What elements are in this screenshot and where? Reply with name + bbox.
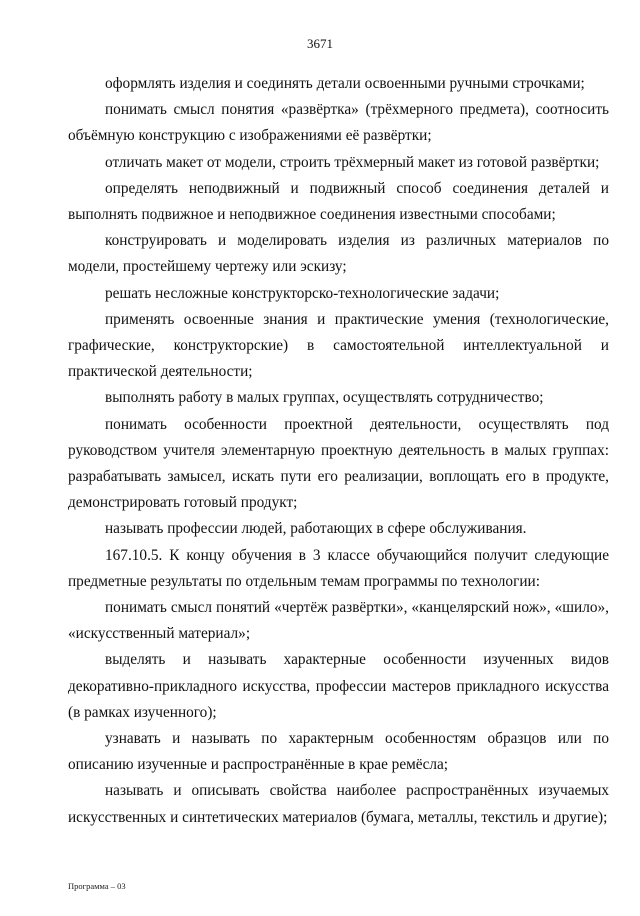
paragraph: понимать смысл понятий «чертёж развёртки», «канцелярский нож», «шило», «искусственный материал»; — [68, 599, 609, 643]
body-text — [68, 71, 609, 831]
paragraph: конструировать и моделировать изделия из различных материалов по модели, простейшему чертежу или эскизу; — [68, 232, 609, 276]
paragraph: выделять и называть характерные особенности изученных видов декоративно-прикладного искусства, профессии мастеров прикладного искусства (в рамках изученного); — [68, 651, 609, 721]
paragraph: называть и описывать свойства наиболее распространённых изучаемых искусственных и синтетических материалов (бумага, металлы, текстиль и другие); — [68, 782, 609, 826]
paragraph: понимать смысл понятия «развёртка» (трёхмерного предмета), соотносить объёмную конструкцию с изображениями её развёртки; — [68, 101, 609, 145]
paragraph: применять освоенные знания и практические умения (технологические, графические, конструкторские) в самостоятельной интеллектуальной и практической деятельности; — [68, 310, 609, 381]
paragraph: называть профессии людей, работающих в сфере обслуживания. — [105, 520, 527, 538]
paragraph: отличать макет от модели, строить трёхмерный макет из готовой развёртки; — [105, 153, 600, 171]
page-number: 3671 — [307, 36, 333, 51]
paragraph: оформлять изделия и соединять детали освоенными ручными строчками; — [105, 75, 585, 92]
paragraph: решать несложные конструкторско-технологические задачи; — [105, 284, 500, 302]
paragraph: понимать особенности проектной деятельности, осуществлять под руководством учителя элементарную проектную деятельность в малых группах: разрабатывать замысел, искать пути его реализации, воплощать его в продукте, демонстрировать готовый продукт; — [68, 415, 609, 512]
paragraph: определять неподвижный и подвижный способ соединения деталей и выполнять подвижное и неподвижное соединения известными способами; — [68, 179, 609, 224]
section-paragraph: 167.10.5. К концу обучения в 3 классе обучающийся получит следующие предметные результаты по отдельным темам программы по технологии: — [68, 546, 609, 590]
paragraph: узнавать и называть по характерным особенностям образцов или по описанию изученные и распространённые в крае ремёсла; — [68, 730, 609, 774]
footer-label: Программа – 03 — [68, 881, 126, 891]
paragraph: выполнять работу в малых группах, осуществлять сотрудничество; — [105, 389, 544, 407]
